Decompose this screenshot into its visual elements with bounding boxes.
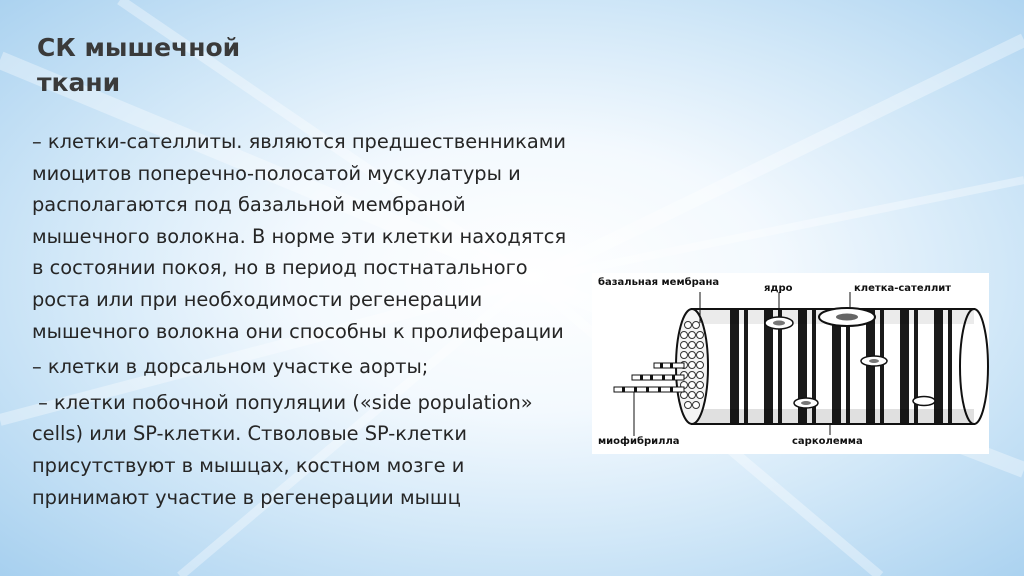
paragraph-aorta-cells: – клетки в дорсальном участке аорты; xyxy=(32,355,429,379)
muscle-fiber-illustration xyxy=(592,273,989,454)
paragraph-sp-cells: – клетки побочной популяции («side population» cells) или SP-клетки. Стволовые SP-клетки присутствуют в мышцах, костном мозге и принимают участие в регенерации мышц xyxy=(32,390,539,509)
title-line-1: СК мышечной xyxy=(37,33,241,62)
muscle-fiber-diagram xyxy=(592,273,989,454)
label-basal-membrane: базальная мембрана xyxy=(598,277,720,288)
label-satellite-cell: клетка-сателлит xyxy=(854,283,952,294)
title-line-2: ткани xyxy=(37,68,121,97)
slide-title xyxy=(37,30,337,100)
label-myofibril: миофибрилла xyxy=(598,436,680,447)
paragraph-satellite-cells: – клетки-сателлиты. являются предшественниками миоцитов поперечно-полосатой мускулатуры и располагаются под базальной мембраной мышечного волокна. В норме эти клетки находятся в состоянии покоя, но в период постнатального роста или при необходимости регенерации мышечного волокна они способны к пролиферации xyxy=(32,130,567,343)
slide-body xyxy=(32,126,580,517)
label-sarcolemma: сарколемма xyxy=(792,436,863,447)
label-nucleus: ядро xyxy=(764,283,793,294)
